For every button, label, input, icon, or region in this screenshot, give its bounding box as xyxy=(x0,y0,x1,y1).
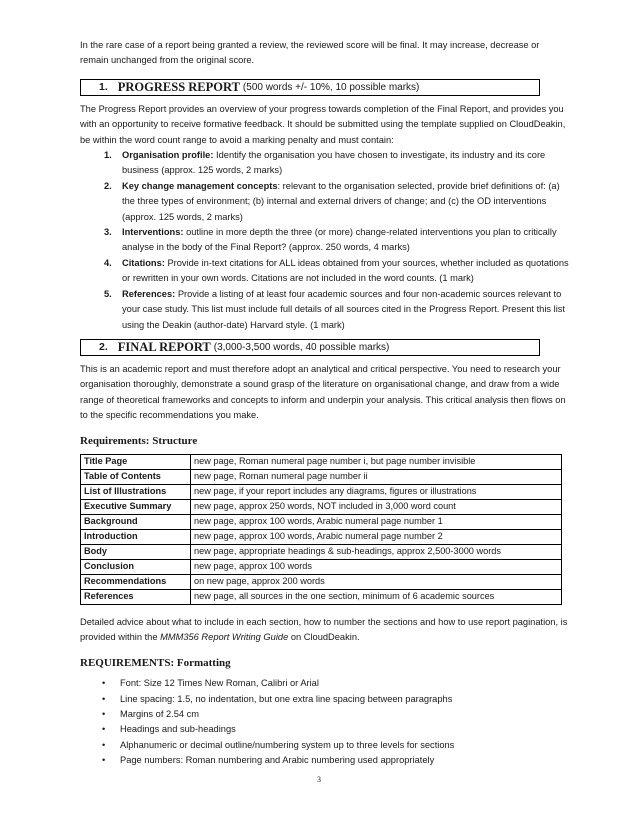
list-item: • Font: Size 12 Times New Roman, Calibri or Arial xyxy=(80,676,570,691)
section-number: 2. xyxy=(99,340,108,353)
bullet-icon: • xyxy=(102,739,106,750)
final-report-body: This is an academic report and must therefore adopt an analytical and critical perspective. You need to research your organisation thoroughly, demonstrate a sound grasp of the literature on organisational change, and draw from a wide range of theoretical frameworks and concepts to inform and underpin your analysis. This critical analysis then flows on to the specific recommendations you make. xyxy=(80,363,566,421)
formatting-heading: REQUIREMENTS: Formatting xyxy=(80,656,231,669)
formatting-list xyxy=(80,676,570,768)
table-row: Introduction new page, approx 100 words, Arabic numeral page number 2 xyxy=(81,529,562,544)
guide-title: MMM356 Report Writing Guide xyxy=(160,632,289,643)
table-row: Body new page, appropriate headings & sub-headings, approx 2,500-3000 words xyxy=(81,544,562,559)
structure-heading: Requirements: Structure xyxy=(80,434,198,447)
table-row: Recommendations on new page, approx 200 words xyxy=(81,574,562,589)
advice-paragraph: Detailed advice about what to include in each section, how to number the sections and how to use report pagination, is provided within the MMM356 Report Writing Guide on CloudDeakin. xyxy=(80,616,568,643)
list-item: 5. References: Provide a listing of at least four academic sources and four non-academic sources relevant to your case study. This list must include full details of all sources cited in the Progress Report. Present this list using the Deakin (author-date) Harvard style. (1 mark) xyxy=(104,288,566,330)
table-row: Title Page new page, Roman numeral page number i, but page number invisible xyxy=(81,454,562,469)
section-note: (500 words +/- 10%, 10 possible marks) xyxy=(242,81,420,93)
list-item: 4. Citations: Provide in-text citations for ALL ideas obtained from your sources, whether included as quotations or rewritten in your own words. Citations are not included in the word counts. (1 mark) xyxy=(104,257,569,284)
final-report-heading xyxy=(80,339,540,356)
progress-report-body: The Progress Report provides an overview of your progress towards completion of the Final Report, and provides you with an opportunity to receive formative feedback. It should be submitted using the template supplied on CloudDeakin, be within the word count range to avoid a marking penalty and must contain: xyxy=(80,103,566,145)
list-item: • Page numbers: Roman numbering and Arabic numbering used appropriately xyxy=(80,753,570,768)
list-item: • Headings and sub-headings xyxy=(80,722,570,737)
list-item: 3. Interventions: outline in more depth the three (or more) change-related interventions you plan to critically analyse in the body of the Final Report? (approx. 250 words, 4 marks) xyxy=(104,227,557,253)
list-item: • Alphanumeric or decimal outline/numbering system up to three levels for sections xyxy=(80,738,570,753)
list-item: • Line spacing: 1.5, no indentation, but one extra line spacing between paragraphs xyxy=(80,692,570,707)
section-title: PROGRESS REPORT xyxy=(117,79,240,94)
bullet-icon: • xyxy=(102,724,106,735)
bullet-icon: • xyxy=(102,693,106,704)
bullet-icon: • xyxy=(102,755,106,766)
table-row: Table of Contents new page, Roman numeral page number ii xyxy=(81,469,562,484)
list-item: 1. Organisation profile: Identify the organisation you have chosen to investigate, its industry and its core business (approx. 125 words, 2 marks) xyxy=(104,150,546,176)
section-number: 1. xyxy=(99,80,108,93)
table-row: Background new page, approx 100 words, Arabic numeral page number 1 xyxy=(81,514,562,529)
section-note: (3,000-3,500 words, 40 possible marks) xyxy=(213,341,390,353)
section-title: FINAL REPORT xyxy=(117,339,211,354)
list-item: • Margins of 2.54 cm xyxy=(80,707,570,722)
document-page xyxy=(80,38,570,769)
progress-report-items xyxy=(80,148,570,333)
bullet-icon: • xyxy=(102,678,106,689)
progress-report-heading xyxy=(80,79,540,96)
table-row: References new page, all sources in the one section, minimum of 6 academic sources xyxy=(81,589,562,604)
table-row: List of Illustrations new page, if your report includes any diagrams, figures or illustrations xyxy=(81,484,562,499)
table-row: Executive Summary new page, approx 250 words, NOT included in 3,000 word count xyxy=(81,499,562,514)
bullet-icon: • xyxy=(102,708,106,719)
intro-paragraph: In the rare case of a report being granted a review, the reviewed score will be final. It may increase, decrease or remain unchanged from the original score. xyxy=(80,40,540,66)
list-item: 2. Key change management concepts: relevant to the organisation selected, provide brief definitions of: (a) the three types of environment; (b) internal and external drivers of change; and (c) the OD interventions (approx. 125 words, 2 marks) xyxy=(104,180,560,222)
structure-table xyxy=(80,454,562,605)
page-number: 3 xyxy=(317,775,321,784)
table-row: Conclusion new page, approx 100 words xyxy=(81,559,562,574)
